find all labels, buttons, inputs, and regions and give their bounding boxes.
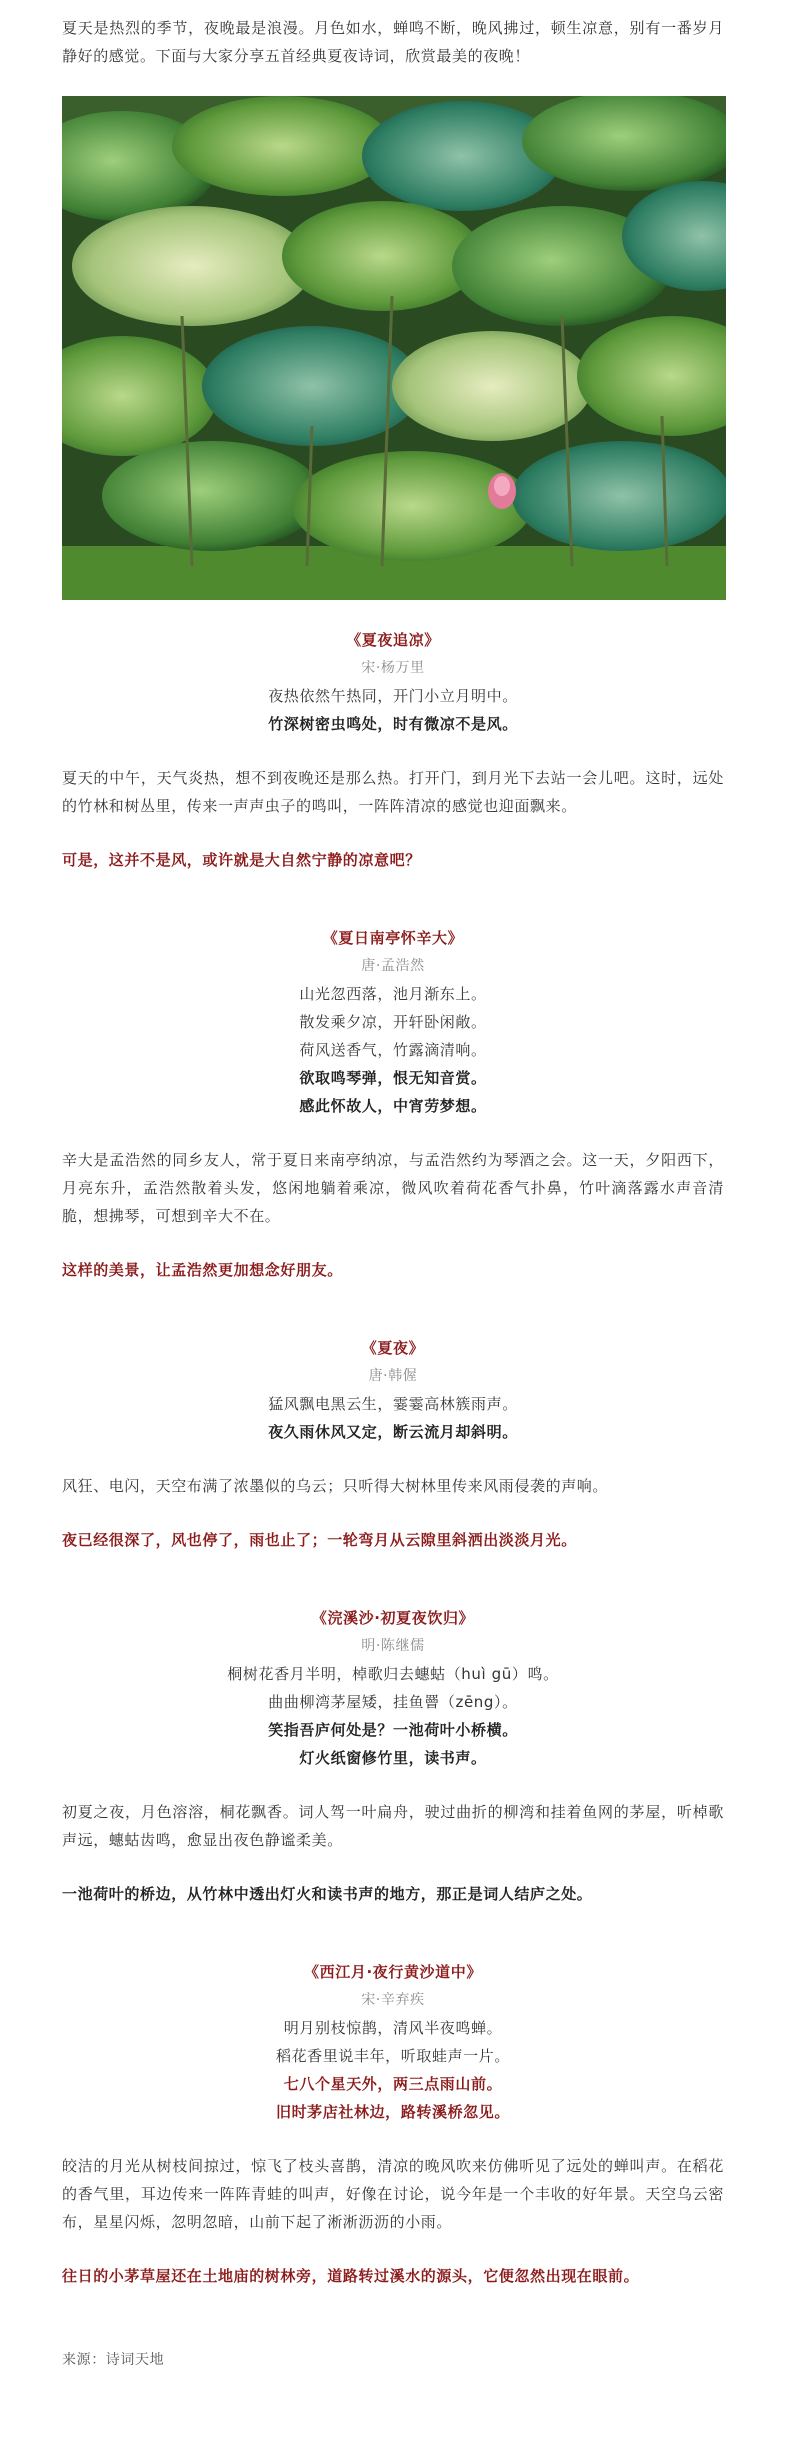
highlight-paragraph: 可是，这并不是风，或许就是大自然宁静的凉意吧？ (62, 851, 421, 869)
poem-section-1 (62, 626, 724, 738)
poem-line: 夜久雨休风又定，断云流月却斜明。 (268, 1423, 518, 1441)
source-credit: 来源：诗词天地 (62, 2352, 165, 2368)
poem-author: 宋·杨万里 (361, 660, 425, 676)
poem-line: 夜热依然午热同，开门小立月明中。 (268, 687, 518, 705)
highlight-paragraph: 一池荷叶的桥边，从竹林中透出灯火和读书声的地方，那正是词人结庐之处。 (62, 1885, 593, 1903)
highlight-paragraph: 夜已经很深了，风也停了，雨也止了；一轮弯月从云隙里斜洒出淡淡月光。 (62, 1531, 577, 1549)
poem-line: 山光忽西落，池月渐东上。 (299, 985, 487, 1003)
commentary-paragraph: 皎洁的月光从树枝间掠过，惊飞了枝头喜鹊，清凉的晚风吹来仿佛听见了远处的蝉叫声。在稻花的香气里，耳边传来一阵阵青蛙的叫声，好像在讨论，说今年是一个丰收的好年景。天空乌云密布，星星闪烁，忽明忽暗，山前下起了淅淅沥沥的小雨。 (62, 2157, 724, 2231)
commentary-paragraph: 夏天的中午，天气炎热，想不到夜晚还是那么热。打开门，到月光下去站一会儿吧。这时，远处的竹林和树丛里，传来一声声虫子的鸣叫，一阵阵清凉的感觉也迎面飘来。 (62, 769, 724, 815)
poem-section-4 (62, 1604, 724, 1772)
poem-author: 唐·韩偓 (368, 1368, 418, 1384)
poem-section-5 (62, 1958, 724, 2126)
poem-line: 桐树花香月半明，棹歌归去蟪蛄（huì gū）鸣。 (227, 1665, 559, 1683)
poem-line: 旧时茅店社林边，路转溪桥忽见。 (275, 2103, 510, 2121)
poem-line: 竹深树密虫鸣处，时有微凉不是风。 (268, 715, 518, 733)
poem-section-2 (62, 924, 724, 1120)
poem-line: 笑指吾庐何处是？一池荷叶小桥横。 (268, 1721, 518, 1739)
poem-line: 七八个星天外，两三点雨山前。 (283, 2075, 503, 2093)
poem-line: 欲取鸣琴弹，恨无知音赏。 (299, 1069, 487, 1087)
poem-line: 感此怀故人，中宵劳梦想。 (299, 1097, 487, 1115)
poem-line: 曲曲柳湾茅屋矮，挂鱼罾（zēng）。 (268, 1693, 518, 1711)
poem-author: 宋·辛弃疾 (361, 1992, 425, 2008)
highlight-paragraph: 往日的小茅草屋还在土地庙的树林旁，道路转过溪水的源头，它便忽然出现在眼前。 (62, 2267, 640, 2285)
commentary-paragraph: 辛大是孟浩然的同乡友人，常于夏日来南亭纳凉，与孟浩然约为琴酒之会。这一天，夕阳西下，月亮东升，孟浩然散着头发，悠闲地躺着乘凉，微风吹着荷花香气扑鼻，竹叶滴落露水声音清脆，想拂琴，可想到辛大不在。 (62, 1151, 724, 1225)
intro-paragraph: 夏天是热烈的季节，夜晚最是浪漫。月色如水，蝉鸣不断，晚风拂过，顿生凉意，别有一番岁月静好的感觉。下面与大家分享五首经典夏夜诗词，欣赏最美的夜晚！ (62, 19, 724, 65)
poem-title: 《浣溪沙·初夏夜饮归》 (311, 1609, 475, 1627)
poem-line: 荷风送香气，竹露滴清响。 (299, 1041, 487, 1059)
poem-line: 散发乘夕凉，开轩卧闲敞。 (299, 1013, 487, 1031)
poem-title: 《西江月·夜行黄沙道中》 (304, 1963, 482, 1981)
poem-line: 猛风飘电黑云生，霎霎高林簇雨声。 (268, 1395, 518, 1413)
highlight-paragraph: 这样的美景，让孟浩然更加想念好朋友。 (62, 1261, 343, 1279)
poem-section-3 (62, 1334, 724, 1446)
lotus-leaves-photo (62, 96, 726, 600)
poem-author: 唐·孟浩然 (361, 958, 425, 974)
commentary-paragraph: 初夏之夜，月色溶溶，桐花飘香。词人驾一叶扁舟，驶过曲折的柳湾和挂着鱼网的茅屋，听棹歌声远，蟪蛄齿鸣，愈显出夜色静谧柔美。 (62, 1803, 724, 1849)
poem-line: 稻花香里说丰年，听取蛙声一片。 (275, 2047, 510, 2065)
commentary-paragraph: 风狂、电闪，天空布满了浓墨似的乌云；只听得大树林里传来风雨侵袭的声响。 (62, 1477, 609, 1495)
poem-line: 灯火纸窗修竹里，读书声。 (299, 1749, 487, 1767)
poem-line: 明月别枝惊鹊，清风半夜鸣蝉。 (283, 2019, 503, 2037)
poem-title: 《夏夜》 (361, 1339, 425, 1357)
poem-title: 《夏日南亭怀辛大》 (322, 929, 464, 947)
poem-author: 明·陈继儒 (361, 1638, 425, 1654)
poem-title: 《夏夜追凉》 (346, 631, 440, 649)
